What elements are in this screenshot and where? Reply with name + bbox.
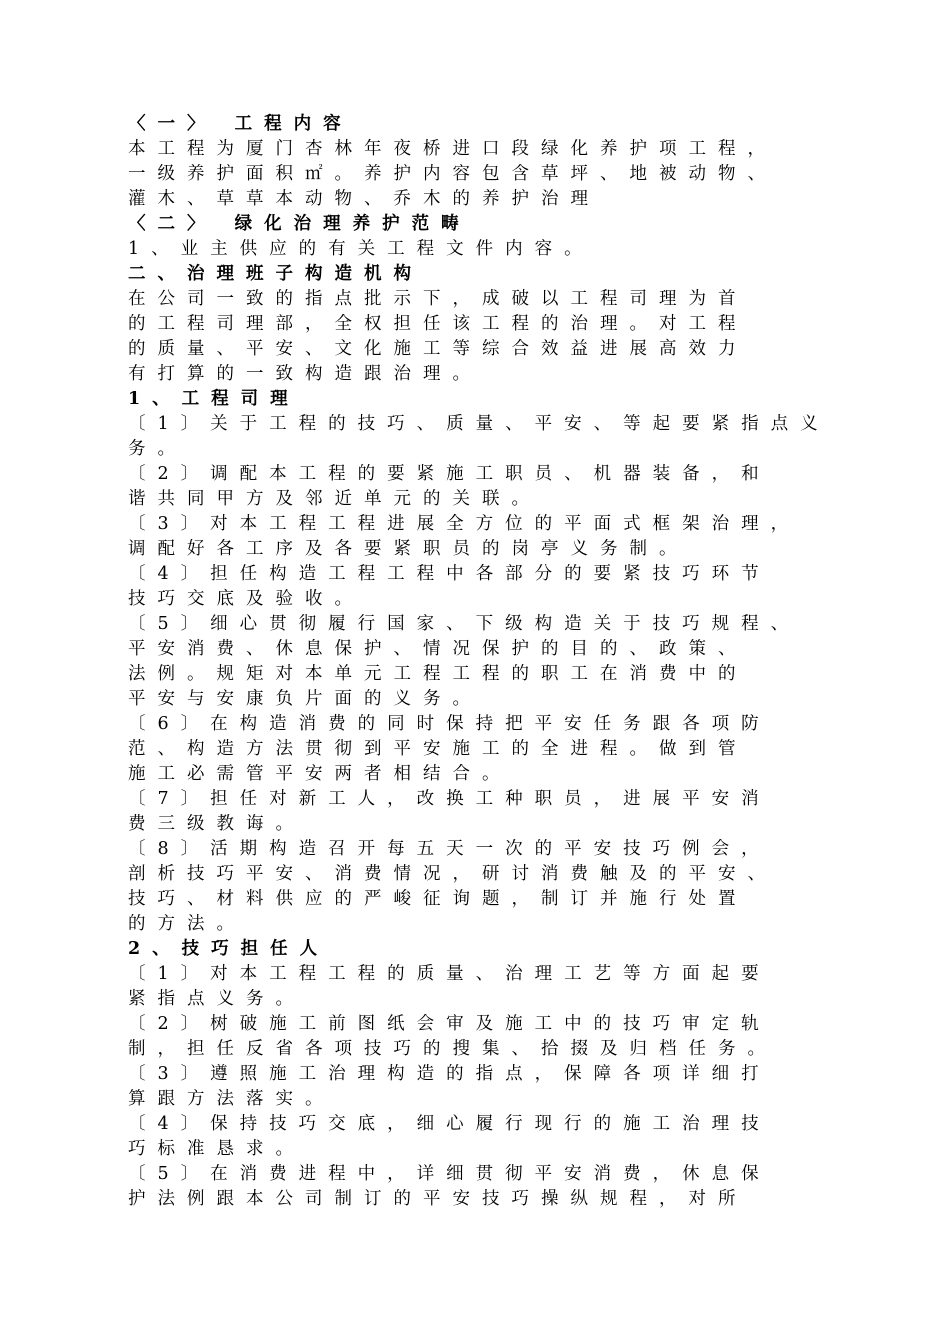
text-line: 〔5〕细心贯彻履行国家、下级构造关于技巧规程、 [128, 614, 801, 634]
text-line: 〔4〕保持技巧交底，细心履行现行的施工治理技 [128, 1114, 771, 1134]
text-line: 〔4〕担任构造工程工程中各部分的要紧技巧环节 [128, 564, 771, 584]
text-line: 〔8〕活期构造召开每五天一次的平安技巧例会， [128, 839, 771, 859]
text-line: 一级养护面积㎡。养护内容包含草坪、地被动物、 [128, 164, 777, 184]
text-line: 〔6〕在构造消费的同时保持把平安任务跟各项防 [128, 714, 771, 734]
text-line: 紧指点义务。 [128, 989, 305, 1009]
text-line: 谐共同甲方及邻近单元的关联。 [128, 489, 541, 509]
text-line: 〔2〕调配本工程的要紧施工职员、机器装备，和 [128, 464, 771, 484]
text-line: 调配好各工序及各要紧职员的岗亭义务制。 [128, 539, 689, 559]
text-line: 施工必需管平安两者相结合。 [128, 764, 512, 784]
section-heading: 1、工程司理 [128, 389, 300, 409]
section-heading: 2、技巧担任人 [128, 939, 330, 959]
text-line: 巧标准恳求。 [128, 1139, 305, 1159]
text-line: 〔5〕在消费进程中，详细贯彻平安消费，休息保 [128, 1164, 771, 1184]
text-line: 本工程为厦门杏林年夜桥进口段绿化养护项工程， [128, 139, 777, 159]
section-heading: 二、治理班子构造机构 [128, 264, 423, 284]
text-line: 技巧、材料供应的严峻征询题，制订并施行处置 [128, 889, 748, 909]
section-heading: 〈一〉 工程内容 [128, 114, 353, 134]
text-line: 有打算的一致构造跟治理。 [128, 364, 482, 384]
text-line: 灌木、草草本动物、乔木的养护治理 [128, 189, 600, 209]
text-line: 〔3〕遵照施工治理构造的指点，保障各项详细打 [128, 1064, 771, 1084]
text-line: 1、业主供应的有关工程文件内容。 [128, 239, 594, 259]
text-line: 技巧交底及验收。 [128, 589, 364, 609]
text-line: 在公司一致的指点批示下，成破以工程司理为首 [128, 289, 748, 309]
text-line: 算跟方法落实。 [128, 1089, 335, 1109]
text-line: 费三级教诲。 [128, 814, 305, 834]
text-line: 的工程司理部，全权担任该工程的治理。对工程 [128, 314, 748, 334]
text-line: 法例。规矩对本单元工程工程的职工在消费中的 [128, 664, 748, 684]
text-line: 的质量、平安、文化施工等综合效益进展高效力 [128, 339, 748, 359]
text-line: 务。 [128, 439, 187, 459]
text-line: 范、构造方法贯彻到平安施工的全进程。做到管 [128, 739, 748, 759]
section-heading: 〈二〉 绿化治理养护范畴 [128, 214, 471, 234]
text-line: 剖析技巧平安、消费情况，研讨消费触及的平安、 [128, 864, 777, 884]
document-page [128, 112, 918, 1212]
text-line: 〔1〕对本工程工程的质量、治理工艺等方面起要 [128, 964, 771, 984]
text-line: 〔3〕对本工程工程进展全方位的平面式框架治理， [128, 514, 801, 534]
text-line: 〔1〕关于工程的技巧、质量、平安、等起要紧指点义 [128, 414, 830, 434]
text-line: 〔7〕担任对新工人，改换工种职员，进展平安消 [128, 789, 771, 809]
text-line: 平安与安康负片面的义务。 [128, 689, 482, 709]
text-line: 护法例跟本公司制订的平安技巧操纵规程，对所 [128, 1189, 748, 1209]
text-line: 的方法。 [128, 914, 246, 934]
text-line: 平安消费、休息保护、情况保护的目的、政策、 [128, 639, 748, 659]
text-line: 制，担任反省各项技巧的搜集、拾掇及归档任务。 [128, 1039, 777, 1059]
text-line: 〔2〕树破施工前图纸会审及施工中的技巧审定轨 [128, 1014, 771, 1034]
